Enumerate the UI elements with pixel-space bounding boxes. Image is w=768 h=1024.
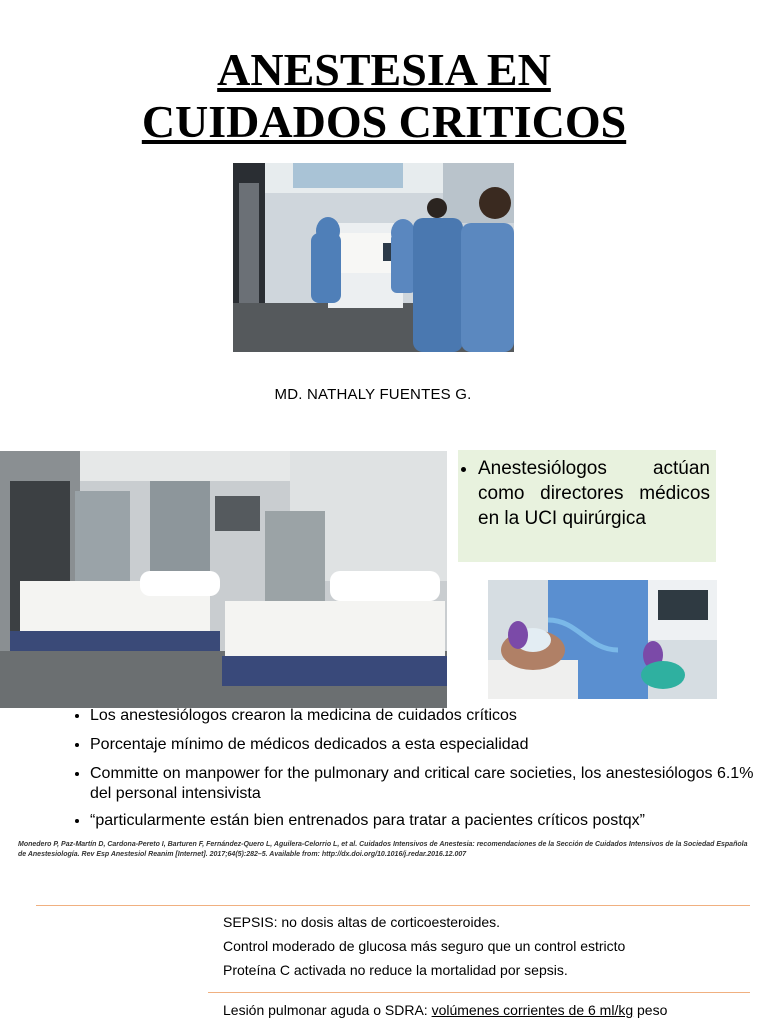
page-title (0, 44, 768, 148)
sepsis-line: Proteína C activada no reduce la mortalidad por sepsis. (223, 962, 568, 978)
callout-text: • Anestesiólogos actúan como directores médicos en la UCI quirúrgica (478, 456, 710, 531)
divider-line (36, 905, 750, 906)
bullet-item: • Porcentaje mínimo de médicos dedicados a esta especialidad (90, 735, 768, 755)
sdra-note (223, 998, 753, 1022)
bullet-item: • Los anestesiólogos crearon la medicina de cuidados críticos (90, 706, 768, 726)
divider-line (208, 992, 750, 993)
author-name: MD. NATHALY FUENTES G. (274, 386, 472, 403)
sdra-line (223, 998, 753, 1022)
sepsis-line: SEPSIS: no dosis altas de corticoesteroides. (223, 914, 501, 930)
bullet-item: • “particularmente están bien entrenados para tratar a pacientes críticos postqx” (90, 811, 768, 831)
reference-citation: Monedero P, Paz-Martín D, Cardona-Pereto I, Barturen F, Fernández-Quero L, Aguilera-Celorrio L, et al. Cuidados Intensivos de Anestesia: recomendaciones de la Sección de Cuidados Intensivos de la Sociedad Española de Anestesiología. Rev Esp Anestesiol Reanim [Internet]. 2017;64(5):282–5. Available from: http://dx.doi.org/10.1016/j.redar.2016.12.007 (18, 841, 748, 858)
sdra-prefix: Lesión pulmonar aguda o SDRA: (223, 1002, 432, 1018)
sdra-underlined: volúmenes corrientes de 6 ml/kg (431, 1002, 634, 1018)
icu-beds-photo (0, 451, 447, 708)
sepsis-notes (223, 910, 753, 982)
bullet-list (74, 706, 768, 840)
bullet-item: • Committe on manpower for the pulmonary and critical care societies, los anestesiólogos 6.1% del personal intensivista (90, 764, 768, 804)
intubation-photo (488, 580, 717, 699)
sdra-suffix: peso (633, 1002, 668, 1018)
title-line-2: CUIDADOS CRITICOS (141, 96, 627, 147)
icu-team-photo (233, 163, 514, 352)
callout-box (458, 450, 716, 562)
title-line-1: ANESTESIA EN (217, 44, 551, 95)
sepsis-line: Control moderado de glucosa más seguro que un control estricto (223, 938, 626, 954)
